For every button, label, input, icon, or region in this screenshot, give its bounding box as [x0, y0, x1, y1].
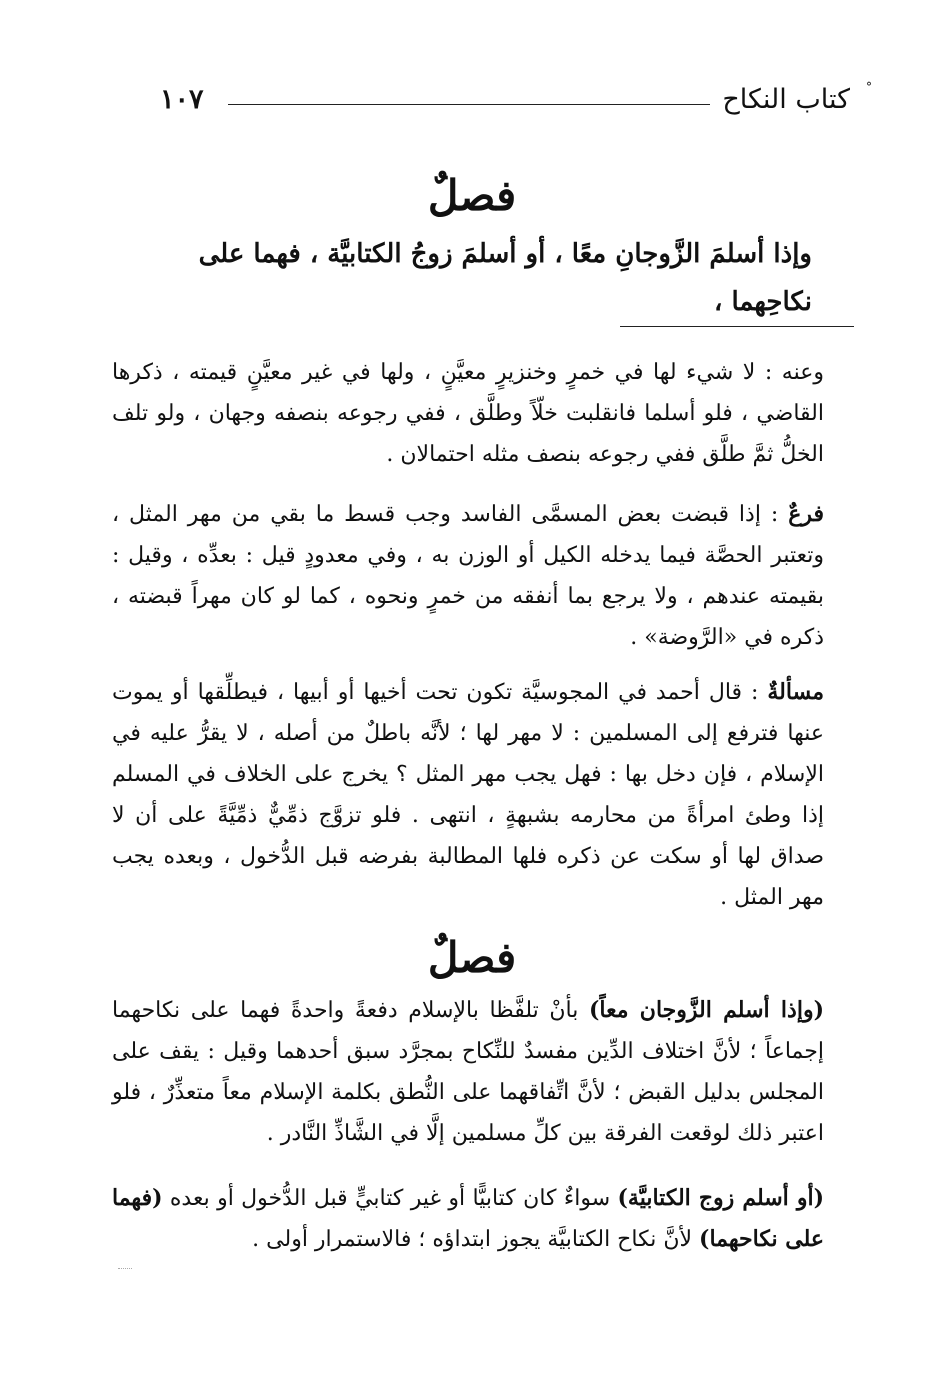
section-heading: فصلٌ [427, 171, 517, 220]
page-number: ١٠٧ [160, 84, 204, 115]
paragraph-text: سواءٌ كان كتابيًّا أو غير كتابيٍّ قبل الدُّخول أو بعده [162, 1186, 618, 1211]
running-header [160, 80, 872, 120]
footnote-paragraph [112, 494, 824, 658]
paragraph-text: بأنْ تلفَّظا بالإسلام دفعةً واحدةً فهما على نكاحهما إجماعاً ؛ لأنَّ اختلاف الدِّين مفسدٌ للنِّكاح بمجرَّد سبق أحدهما وقيل : يقف على المجلس بدليل القبض ؛ لأنَّ اتِّفاقهما على النُّطق بكلمة الإسلام معاً متعذِّرٌ ، فلو اعتبر ذلك لوقعت الفرقة بين كلِّ مسلمين إلَّا في الشَّاذِّ النَّادر . [112, 998, 824, 1146]
paragraph-lead: فرعٌ [788, 501, 824, 527]
paragraph-text: لأنَّ نكاح الكتابيَّة يجوز ابتداؤه ؛ فالاستمرار أولى . [252, 1227, 700, 1252]
commentary-paragraph [112, 1178, 824, 1260]
quoted-matn: (فهما على نكاحهما) [112, 1185, 824, 1252]
header-rule [228, 104, 710, 105]
paragraph-text: : قال أحمد في المجوسيَّة تكون تحت أخيها أو أبيها ، فيطلِّقها أو يموت عنها فترفع إلى المسلمين : لا مهر لها ؛ لأنَّه باطلٌ من أصله ، لا يقرُّ عليه في الإسلام ، فإن دخل بها : فهل يجب مهر المثل ؟ يخرج على الخلاف في المسلم إذا وطئ امرأةً من محارمه بشبهةٍ ، انتهى . فلو تزوَّج ذمِّيٌّ ذمِّيَّةً على أن لا صداق لها أو سكت عن ذكره فلها المطالبة بفرضه قبل الدُّخول ، وبعده يجب مهر المثل . [112, 680, 824, 910]
footnote-paragraph [112, 352, 824, 475]
paragraph-lead: مسألةٌ [767, 679, 824, 705]
paragraph-text: : إذا قبضت بعض المسمَّى الفاسد وجب قسط ما بقي من مهر المثل ، وتعتبر الحصَّة فيما يدخله الكيل أو الوزن به ، وفي معدودٍ قيل : بعدِّه ، وقيل : بقيمته عندهم ، ولا يرجع بما أنفقه من خمرٍ ونحوه ، كما لو كان مهراً قبضته ، ذكره في «الرَّوضة» . [112, 502, 824, 650]
header-mark: ° [866, 80, 872, 94]
book-title: كتاب النكاح [722, 84, 850, 115]
footnote-divider [620, 326, 854, 327]
commentary-paragraph [112, 990, 824, 1154]
main-text: وإذا أسلمَ الزَّوجانِ معًا ، أو أسلمَ زوجُ الكتابيَّة ، فهما على نكاحِهما ، [198, 239, 812, 317]
scan-artifact [118, 1268, 132, 1269]
quoted-matn: (وإذا أسلم الزَّوجان معاً) [589, 997, 824, 1023]
paragraph-text: وعنه : لا شيء لها في خمرٍ وخنزيرٍ معيَّنٍ ، ولها في غير معيَّنٍ قيمته ، ذكرها القاضي ، فلو أسلما فانقلبت خلّاً وطلَّق ، ففي رجوعه بنصفه وجهان ، ولو تلف الخلُّ ثمَّ طلَّق ففي رجوعه بنصف مثله احتمالان . [112, 360, 824, 467]
quoted-matn: (أو أسلم زوج الكتابيَّة) [617, 1185, 824, 1211]
commentary-heading: فصلٌ [427, 933, 517, 982]
footnote-paragraph [112, 672, 824, 918]
